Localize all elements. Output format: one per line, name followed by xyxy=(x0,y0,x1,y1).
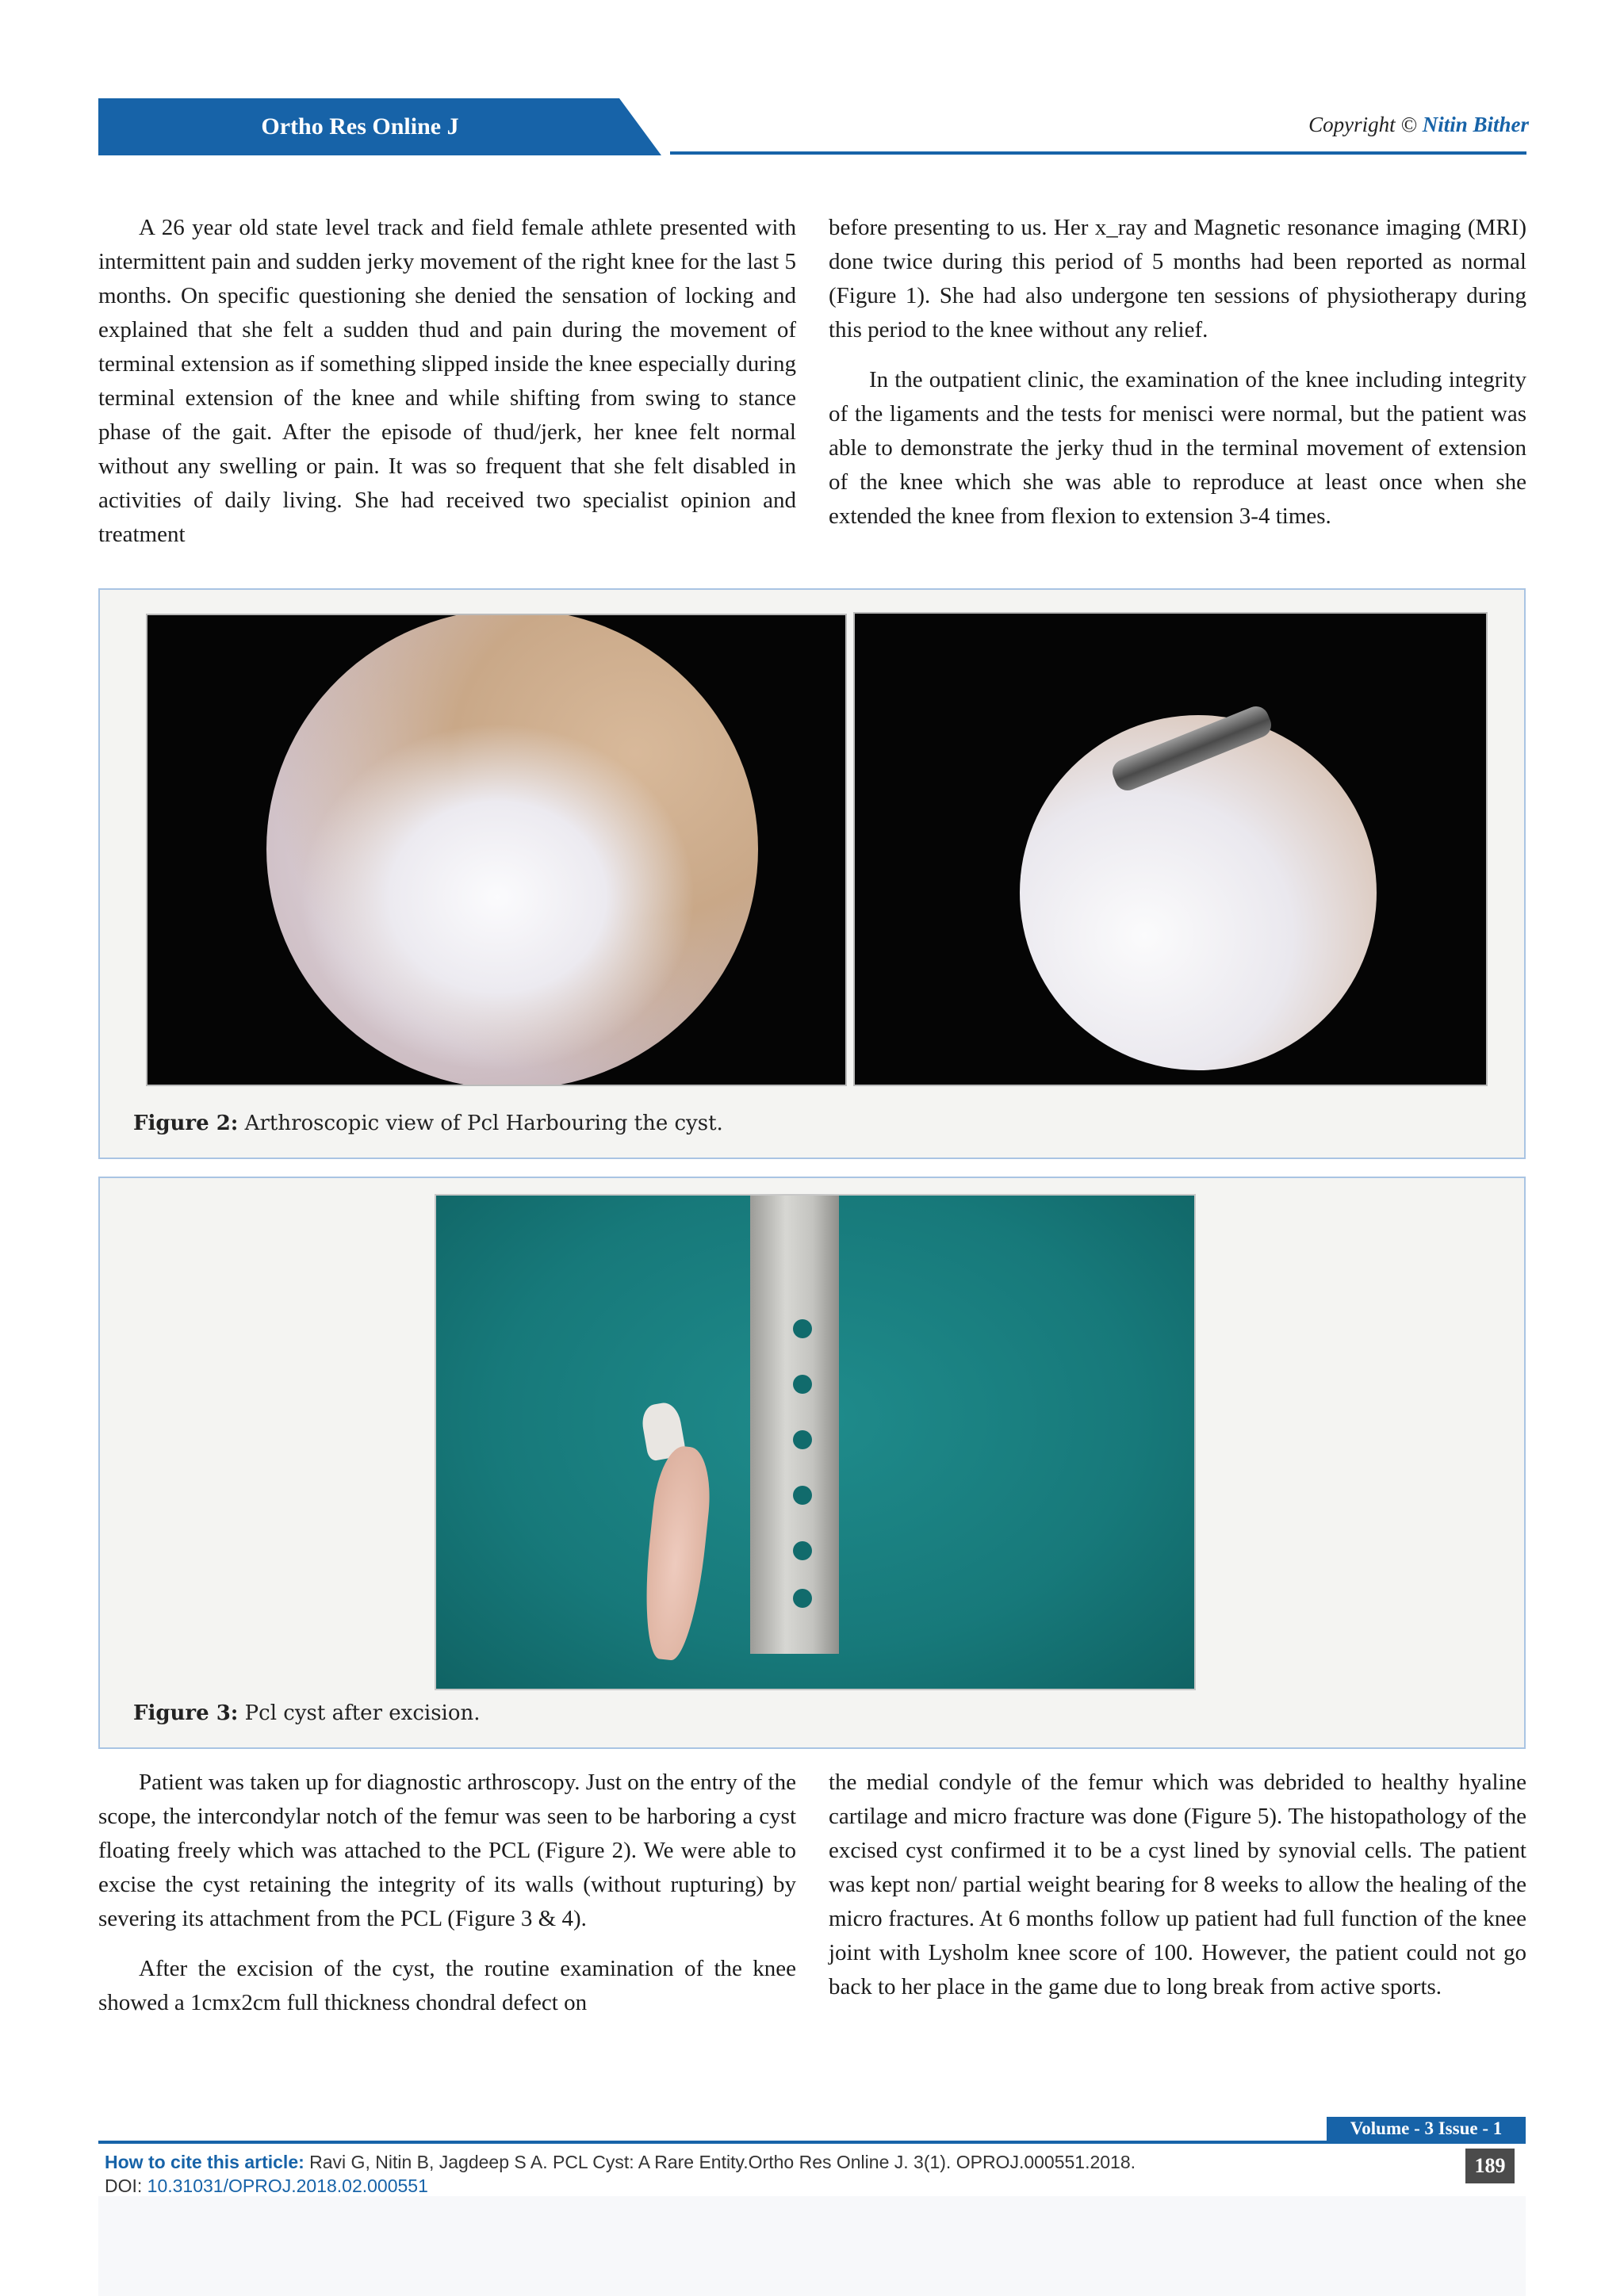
figure-2-caption xyxy=(133,1112,723,1135)
figure-2-label: Figure 2: xyxy=(133,1112,239,1135)
figure-2-caption-text: Arthroscopic view of Pcl Harbouring the cyst. xyxy=(244,1112,723,1135)
arthroscopic-view xyxy=(1020,715,1377,1070)
citation-block xyxy=(105,2150,1373,2198)
paragraph: before presenting to us. Her x_ray and Magnetic resonance imaging (MRI) done twice during this period of 5 months had been reported as normal (Figure 1). She had also undergone ten sessions of physiotherapy during this period to the knee without any relief. xyxy=(829,215,1526,342)
doi-link[interactable]: 10.31031/OPROJ.2018.02.000551 xyxy=(147,2175,428,2196)
copyright-notice xyxy=(1308,113,1529,137)
footer-shade xyxy=(98,2196,1526,2296)
copyright-prefix: Copyright © xyxy=(1308,113,1417,136)
column-left-bottom xyxy=(98,1766,796,2020)
column-left-top xyxy=(98,211,796,552)
figure-2 xyxy=(98,588,1526,1159)
copyright-author: Nitin Bither xyxy=(1422,113,1529,136)
page-number: 189 xyxy=(1465,2149,1515,2183)
ruler-hole xyxy=(793,1375,812,1394)
paragraph: In the outpatient clinic, the examination of the knee including integrity of the ligaments and the tests for menisci were normal, but the patient was able to demonstrate the jerky thud in the terminal movement of extension of the knee which she was able to reproduce at least once when she extended the knee from flexion to extension 3-4 times. xyxy=(829,367,1526,529)
figure-3-caption xyxy=(133,1701,481,1725)
ruler-hole xyxy=(793,1541,812,1560)
volume-issue-badge: Volume - 3 Issue - 1 xyxy=(1327,2117,1526,2141)
ruler-hole xyxy=(793,1589,812,1608)
ruler xyxy=(750,1194,839,1654)
doi-label: DOI: xyxy=(105,2175,143,2196)
ruler-hole xyxy=(793,1319,812,1338)
excised-cyst-photo xyxy=(435,1194,1196,1690)
paragraph: Patient was taken up for diagnostic arthroscopy. Just on the entry of the scope, the intercondylar notch of the femur was seen to be harboring a cyst floating freely which was attached to the PCL (Figure 2). We were able to excise the cyst retaining the integrity of its walls (without rupturing) by severing its attachment from the PCL (Figure 3 & 4). xyxy=(98,1770,796,1931)
figure-3-label: Figure 3: xyxy=(133,1701,239,1725)
paragraph: A 26 year old state level track and field female athlete presented with intermittent pain and sudden jerky movement of the right knee for the last 5 months. On specific questioning she denied the sensation of locking and explained that she felt a sudden thud and pain during the movement of terminal extension as if something slipped inside the knee especially during terminal extension of the knee and while shifting from swing to stance phase of the gait. After the episode of thud/jerk, her knee felt normal without any swelling or pain. It was so frequent that she felt disabled in activities of daily living. She had received two specialist opinion and treatment xyxy=(98,215,796,547)
arthroscopic-image-left xyxy=(146,614,847,1086)
citation-label: How to cite this article: xyxy=(105,2152,304,2172)
paragraph: After the excision of the cyst, the routine examination of the knee showed a 1cmx2cm full thickness chondral defect on xyxy=(98,1956,796,2015)
column-right-top xyxy=(829,211,1526,534)
column-right-bottom xyxy=(829,1766,1526,2004)
figure-3-caption-text: Pcl cyst after excision. xyxy=(244,1701,481,1725)
figure-3 xyxy=(98,1177,1526,1749)
ruler-hole xyxy=(793,1486,812,1505)
footer-rule xyxy=(98,2141,1526,2144)
paragraph: the medial condyle of the femur which was debrided to healthy hyaline cartilage and micro fracture was done (Figure 5). The histopathology of the excised cyst confirmed it to be a cyst lined by synovial cells. The patient was kept non/ partial weight bearing for 8 weeks to allow the healing of the micro fractures. At 6 months follow up patient had full function of the knee joint with Lysholm knee score of 100. However, the patient could not go back to her place in the game due to long break from active sports. xyxy=(829,1770,1526,1999)
arthroscopic-view xyxy=(266,614,758,1086)
journal-title: Ortho Res Online J xyxy=(261,113,459,140)
ruler-hole xyxy=(793,1430,812,1449)
excised-cyst xyxy=(638,1444,715,1663)
header-rule xyxy=(670,151,1526,155)
arthroscopic-image-right xyxy=(853,612,1488,1086)
citation-text: Ravi G, Nitin B, Jagdeep S A. PCL Cyst: A Rare Entity.Ortho Res Online J. 3(1). OPROJ.000551.2018. xyxy=(309,2152,1136,2172)
